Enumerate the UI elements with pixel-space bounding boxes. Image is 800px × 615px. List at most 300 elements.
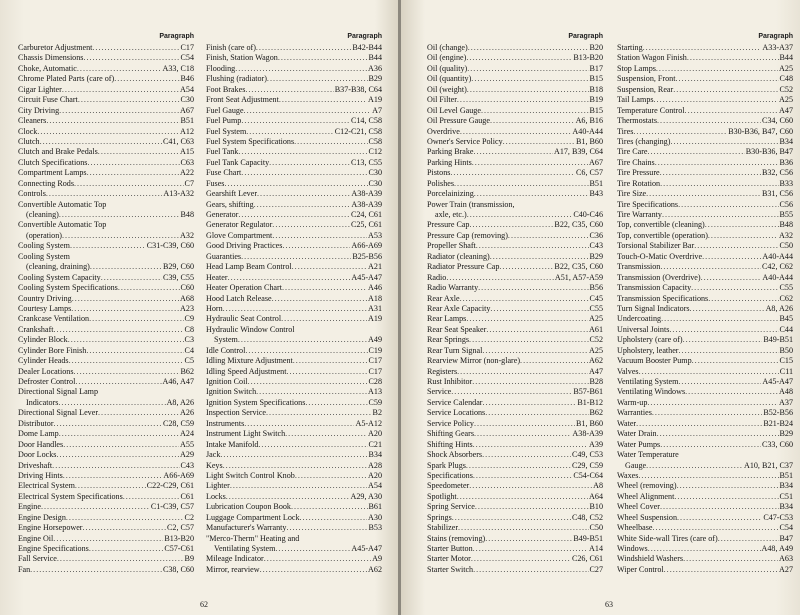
index-entry-topic: Rear Axle: [427, 293, 460, 303]
index-entry-reference: A8, A26: [166, 397, 194, 407]
index-entry: [206, 377, 382, 387]
dot-leader: [482, 346, 588, 356]
dot-leader: [708, 294, 778, 304]
index-entry-reference: B55: [779, 210, 793, 219]
dot-leader: [71, 304, 179, 314]
index-entry: [18, 283, 194, 293]
index-entry: [617, 565, 793, 575]
index-entry: Hydraulic Window Control: [206, 324, 295, 334]
index-entry: [427, 220, 603, 230]
index-entry-reference: A26: [180, 408, 194, 418]
index-entry-topic: Upholstery, leather: [617, 345, 679, 355]
index-entry-topic: Dome Lamp: [18, 429, 59, 439]
dot-leader: [295, 471, 367, 481]
index-entry-topic: Fuel Tank: [206, 147, 239, 157]
index-entry-reference: C28, C59: [162, 418, 194, 428]
index-entry-reference: A48, A49: [761, 544, 793, 553]
dot-leader: [685, 106, 779, 116]
index-entry-reference: A63: [779, 554, 793, 564]
dot-leader: [238, 335, 367, 345]
index-entry: [206, 513, 382, 523]
dot-leader: [98, 147, 179, 157]
index-entry-topic: (cleaning): [26, 210, 59, 219]
index-entry-reference: A37: [779, 397, 793, 407]
index-entry-reference: C51: [779, 491, 793, 501]
dot-leader: [454, 179, 589, 189]
index-entry: [617, 158, 793, 168]
index-entry-topic: Lubrication Coupon Book: [206, 502, 291, 512]
index-entry: [206, 241, 382, 251]
index-entry: [617, 471, 793, 481]
index-entry-reference: A31: [368, 303, 382, 313]
index-entry-reference: B17: [589, 63, 603, 73]
dot-leader: [460, 294, 589, 304]
index-entry-topic: Inspection Service: [206, 408, 267, 418]
index-entry-reference: B49-B51: [763, 335, 793, 345]
index-entry-reference: A29, A30: [350, 491, 382, 501]
index-entry: [18, 304, 194, 314]
dot-leader: [466, 53, 572, 63]
index-entry-reference: B25-B56: [352, 251, 382, 261]
index-entry: [206, 158, 382, 168]
dot-leader: [661, 314, 778, 324]
index-entry-reference: A38-A39: [572, 429, 603, 439]
index-entry-reference: C29, C59: [571, 460, 603, 470]
index-entry: [617, 408, 793, 418]
dot-leader: [660, 440, 761, 450]
index-entry: [206, 544, 382, 554]
index-entry-reference: A61: [589, 324, 603, 334]
dot-leader: [490, 304, 588, 314]
index-entry: [427, 85, 603, 95]
index-entry-reference: B31, C56: [761, 189, 793, 199]
index-entry: [427, 127, 603, 137]
dot-leader: [669, 325, 778, 335]
index-entry: [18, 554, 194, 564]
dot-leader: [678, 377, 761, 387]
index-entry-topic: Guaranties: [206, 251, 242, 261]
index-entry-reference: A24: [180, 429, 194, 439]
index-entry: [617, 116, 793, 126]
index-entry: [427, 262, 603, 272]
index-entry-topic: Distributor: [18, 418, 54, 428]
index-entry-reference: C52: [589, 335, 603, 345]
dot-leader: [241, 168, 367, 178]
index-entry: [206, 95, 382, 105]
index-entry: [617, 137, 793, 147]
index-entry-topic: Engine: [18, 502, 41, 512]
index-entry-topic: Ignition System Specifications: [206, 397, 306, 407]
index-entry: [427, 481, 603, 491]
index-entry-topic: Flooding: [206, 63, 236, 73]
index-entry: [18, 419, 194, 429]
index-entry-topic: Tire Chains: [617, 157, 655, 167]
index-entry-topic: Courtesy Lamps: [18, 303, 72, 313]
index-entry: [206, 189, 382, 199]
index-entry: [18, 471, 194, 481]
index-entry-reference: A67: [589, 157, 603, 167]
index-entry: [617, 147, 793, 157]
index-entry-reference: A29: [180, 450, 194, 460]
index-entry: [18, 168, 194, 178]
index-entry-topic: Cooling System Specifications: [18, 283, 118, 293]
index-entry-reference: B20: [589, 43, 603, 52]
index-entry-reference: A40-A44: [572, 126, 603, 136]
index-entry-topic: Tire Care: [617, 147, 648, 157]
dot-leader: [286, 523, 367, 533]
dot-leader: [660, 262, 761, 272]
index-entry-topic: Service: [427, 387, 452, 397]
index-entry: [206, 273, 382, 283]
index-entry: [427, 53, 603, 63]
index-entry: [18, 398, 194, 408]
index-entry-reference: C17: [180, 43, 194, 52]
index-entry-reference: C7: [184, 178, 194, 188]
index-entry: [617, 440, 793, 450]
index-entry: [427, 367, 603, 377]
index-entry: [206, 367, 382, 377]
index-entry-reference: A38-A39: [351, 189, 382, 199]
index-entry: [206, 398, 382, 408]
index-entry: [617, 513, 793, 523]
index-entry-topic: Warm-up: [617, 397, 648, 407]
dot-leader: [63, 440, 179, 450]
dot-leader: [75, 377, 161, 387]
index-entry: [617, 189, 793, 199]
index-entry-reference: A47: [779, 105, 793, 115]
index-entry-reference: C47-C53: [763, 512, 793, 522]
index-entry-reference: A7: [372, 105, 382, 115]
index-entry-topic: Clutch and Brake Pedals: [18, 147, 98, 157]
index-entry-topic: Driving Hints: [18, 470, 63, 480]
index-entry-topic: Universal Joints: [617, 324, 670, 334]
index-entry-reference: C24, C61: [350, 210, 382, 219]
index-entry-topic: Idling Speed Adjustment: [206, 366, 287, 376]
index-entry-topic: Chassis Dimensions: [18, 53, 84, 63]
index-entry: [427, 294, 603, 304]
dot-leader: [282, 241, 350, 251]
index-entry: [427, 534, 603, 544]
dot-leader: [701, 273, 762, 283]
index-entry-topic: Clutch Specifications: [18, 157, 88, 167]
index-entry-reference: A46, A47: [162, 377, 194, 386]
dot-leader: [92, 43, 179, 53]
index-entry-reference: A6, B16: [575, 116, 603, 126]
index-entry-topic: Ventilating Windows: [617, 387, 686, 397]
index-entry-reference: A13: [368, 387, 382, 397]
dot-leader: [275, 544, 350, 554]
index-entry-reference: A25: [779, 95, 793, 105]
index-entry: [206, 429, 382, 439]
dot-leader: [692, 356, 779, 366]
index-entry-topic: Fuel System: [206, 126, 247, 136]
dot-leader: [473, 471, 572, 481]
index-entry: [617, 200, 793, 210]
dot-leader: [278, 53, 368, 63]
index-entry-reference: C50: [779, 241, 793, 251]
dot-leader: [468, 43, 589, 53]
index-entry-topic: Temperature Control: [617, 105, 685, 115]
index-entry-topic: Tail Lamps: [617, 95, 654, 105]
index-entry-reference: A19: [368, 95, 382, 105]
index-entry-reference: B57-B61: [573, 387, 603, 397]
index-entry: [617, 419, 793, 429]
index-entry-topic: Generator Regulator: [206, 220, 273, 230]
index-entry-reference: B43: [589, 189, 603, 199]
dot-leader: [705, 220, 779, 230]
index-entry: [206, 554, 382, 564]
dot-leader: [77, 64, 162, 74]
index-entry: [18, 179, 194, 189]
index-entry: [18, 408, 194, 418]
dot-leader: [685, 387, 778, 397]
dot-leader: [648, 544, 761, 554]
index-entry: [18, 481, 194, 491]
index-entry-reference: B48: [180, 210, 194, 219]
dot-leader: [674, 492, 778, 502]
index-entry-topic: City Driving: [18, 105, 60, 115]
index-entry-topic: Starter Motor: [427, 554, 471, 564]
dot-leader: [678, 200, 778, 210]
index-entry: [617, 461, 793, 471]
dot-leader: [90, 262, 162, 272]
index-entry-topic: Hood Latch Release: [206, 293, 272, 303]
dot-leader: [471, 554, 571, 564]
index-entry-reference: C61: [180, 491, 194, 501]
index-entry-reference: B53: [368, 523, 382, 533]
dot-leader: [473, 440, 588, 450]
dot-leader: [246, 127, 334, 137]
index-entry-topic: Spring Service: [427, 502, 475, 512]
index-entry: [617, 64, 793, 74]
dot-leader: [75, 481, 146, 491]
index-entry-reference: B13-B20: [164, 533, 194, 543]
index-entry-reference: A53: [368, 230, 382, 240]
index-entry-topic: Springs: [427, 512, 452, 522]
index-entry-reference: A45-A47: [762, 377, 793, 386]
dot-leader: [291, 502, 368, 512]
index-entry-topic: Finish, Station Wagon: [206, 53, 278, 63]
index-entry: [206, 356, 382, 366]
dot-leader: [56, 450, 179, 460]
index-entry-reference: B2: [372, 408, 382, 418]
dot-leader: [260, 565, 367, 575]
index-entry-topic: Finish (care of): [206, 43, 256, 52]
dot-leader: [467, 85, 589, 95]
index-entry: [206, 283, 382, 293]
index-entry-topic: Owner's Service Policy: [427, 136, 503, 146]
index-entry: [617, 210, 793, 220]
index-entry: [18, 450, 194, 460]
index-entry-reference: A55: [180, 439, 194, 449]
index-entry-topic: Starter Switch: [427, 564, 474, 574]
index-entry-reference: B61: [368, 502, 382, 512]
index-entry-topic: System: [214, 335, 238, 345]
index-entry-reference: B30-B36, B47: [745, 147, 793, 157]
index-entry-topic: Suspension, Front: [617, 74, 676, 84]
index-entry-topic: Tires: [617, 126, 634, 136]
index-entry: [206, 106, 382, 116]
index-entry-topic: Water Pumps: [617, 439, 661, 449]
index-entry-reference: C49, C53: [571, 450, 603, 460]
index-entry: [427, 429, 603, 439]
index-entry: [427, 356, 603, 366]
index-entry: [617, 335, 793, 345]
index-entry: [206, 335, 382, 345]
dot-leader: [266, 408, 372, 418]
index-entry-topic: Oil (quantity): [427, 74, 472, 84]
dot-leader: [57, 554, 184, 564]
index-entry-topic: Speedometer: [427, 481, 470, 491]
index-entry-topic: Windshield Washers: [617, 554, 684, 564]
dot-leader: [86, 346, 183, 356]
index-entry-reference: B29: [589, 251, 603, 261]
index-entry-reference: B30-B36, B47, C60: [728, 126, 793, 136]
dot-leader: [466, 461, 571, 471]
index-entry-reference: B44: [779, 53, 793, 63]
index-entry-reference: A66-A69: [351, 241, 382, 251]
index-entry: [427, 168, 603, 178]
dot-leader: [482, 450, 571, 460]
index-entry-topic: Intake Manifold: [206, 439, 259, 449]
index-entry-topic: Shifting Gears: [427, 429, 474, 439]
dot-leader: [89, 544, 164, 554]
dot-leader: [691, 283, 778, 293]
index-entry-topic: Propeller Shaft: [427, 241, 476, 251]
index-entry-topic: Wheel Cover: [617, 502, 660, 512]
dot-leader: [469, 481, 592, 491]
index-entry-topic: Starting: [617, 43, 643, 52]
dot-leader: [223, 461, 367, 471]
index-entry-reference: B37-B38, C64: [334, 84, 382, 94]
dot-leader: [87, 158, 179, 168]
index-entry-reference: A54: [368, 481, 382, 491]
index-entry-reference: B62: [180, 366, 194, 376]
dot-leader: [69, 356, 184, 366]
index-entry-reference: B34: [779, 502, 793, 512]
index-entry-reference: B15: [589, 74, 603, 84]
index-entry-topic: Instruments: [206, 418, 245, 428]
index-entry-reference: B9: [184, 554, 194, 564]
index-entry-topic: Touch-O-Matic Overdrive: [617, 251, 703, 261]
index-entry-topic: Stains (removing): [427, 533, 486, 543]
index-entry-topic: Fan: [18, 564, 31, 574]
index-entry: [617, 43, 793, 53]
index-entry-reference: A19: [368, 314, 382, 324]
index-column: [427, 32, 603, 575]
index-entry-topic: Pressure Cap (removing): [427, 230, 508, 240]
index-entry-topic: Dealer Locations: [18, 366, 74, 376]
index-entry-reference: B51: [589, 178, 603, 188]
index-entry-reference: A22: [180, 168, 194, 178]
index-entry-topic: Rear Seat Speaker: [427, 324, 487, 334]
index-entry: [427, 64, 603, 74]
index-entry-topic: Station Wagon Finish: [617, 53, 687, 63]
index-entry: [18, 95, 194, 105]
index-entry-reference: B34: [779, 481, 793, 491]
index-entry: "Merco-Therm" Heating and: [206, 533, 300, 543]
index-entry-reference: A18: [368, 293, 382, 303]
dot-leader: [508, 231, 589, 241]
dot-leader: [300, 513, 368, 523]
dot-leader: [52, 461, 179, 471]
index-entry: [206, 200, 382, 210]
index-entry-topic: Engine Horsepower: [18, 523, 83, 533]
dot-leader: [485, 534, 572, 544]
index-entry-topic: Undercoating: [617, 314, 662, 324]
index-entry-topic: Fuel System Specifications: [206, 136, 295, 146]
index-entry-topic: Oil (change): [427, 43, 468, 52]
index-entry: [206, 53, 382, 63]
index-entry-reference: C54: [180, 53, 194, 63]
index-entry: [206, 450, 382, 460]
index-entry-topic: Circuit Fuse Chart: [18, 95, 78, 105]
index-entry: [617, 534, 793, 544]
column-header: Paragraph: [347, 33, 382, 40]
index-entry: [206, 346, 382, 356]
index-entry: [617, 429, 793, 439]
dot-leader: [267, 74, 368, 84]
dot-leader: [62, 231, 179, 241]
index-entry-topic: Rear Turn Signal: [427, 345, 483, 355]
dot-leader: [244, 419, 354, 429]
index-column: [18, 32, 194, 575]
page-number: 63: [605, 600, 613, 609]
dot-leader: [281, 314, 367, 324]
index-entry-topic: Wheel Suspension: [617, 512, 678, 522]
index-entry-reference: A40-A44: [762, 272, 793, 282]
index-entry: [18, 502, 194, 512]
dot-leader: [469, 220, 553, 230]
index-entry-topic: Flushing (radiator): [206, 74, 267, 84]
index-entry-reference: C40-C46: [573, 210, 603, 219]
index-entry-reference: B21-B24: [763, 418, 793, 428]
index-entry: [427, 440, 603, 450]
index-entry-reference: C62: [779, 293, 793, 303]
index-entry: [18, 53, 194, 63]
index-entry-topic: Jack: [206, 450, 221, 460]
index-entry-topic: Directional Signal Lever: [18, 408, 99, 418]
dot-leader: [702, 252, 761, 262]
dot-leader: [452, 513, 571, 523]
index-entry-reference: A38-A39: [351, 199, 382, 209]
index-entry: [206, 127, 382, 137]
index-entry: [427, 461, 603, 471]
index-entry: [427, 231, 603, 241]
dot-leader: [662, 210, 779, 220]
index-entry-topic: Cleaners: [18, 116, 47, 126]
index-entry: [427, 513, 603, 523]
index-entry-topic: Tires (changing): [617, 136, 671, 146]
index-entry-topic: Thermostats: [617, 116, 658, 126]
index-entry-topic: Fall Service: [18, 554, 57, 564]
dot-leader: [256, 43, 351, 53]
index-entry-reference: A62: [368, 564, 382, 574]
index-entry-topic: Warranties: [617, 408, 652, 418]
index-entry-reference: C54: [779, 523, 793, 533]
index-entry-reference: A45-A47: [351, 544, 382, 553]
index-entry-topic: Water: [617, 418, 637, 428]
index-entry-topic: Country Driving: [18, 293, 72, 303]
index-entry-topic: Rear Lamps: [427, 314, 467, 324]
dot-leader: [62, 85, 179, 95]
dot-leader: [694, 241, 778, 251]
index-entry: [617, 168, 793, 178]
page-left: [0, 0, 399, 615]
dot-leader: [41, 502, 150, 512]
index-entry-topic: Waxes: [617, 470, 639, 480]
index-entry-reference: C17: [368, 356, 382, 366]
